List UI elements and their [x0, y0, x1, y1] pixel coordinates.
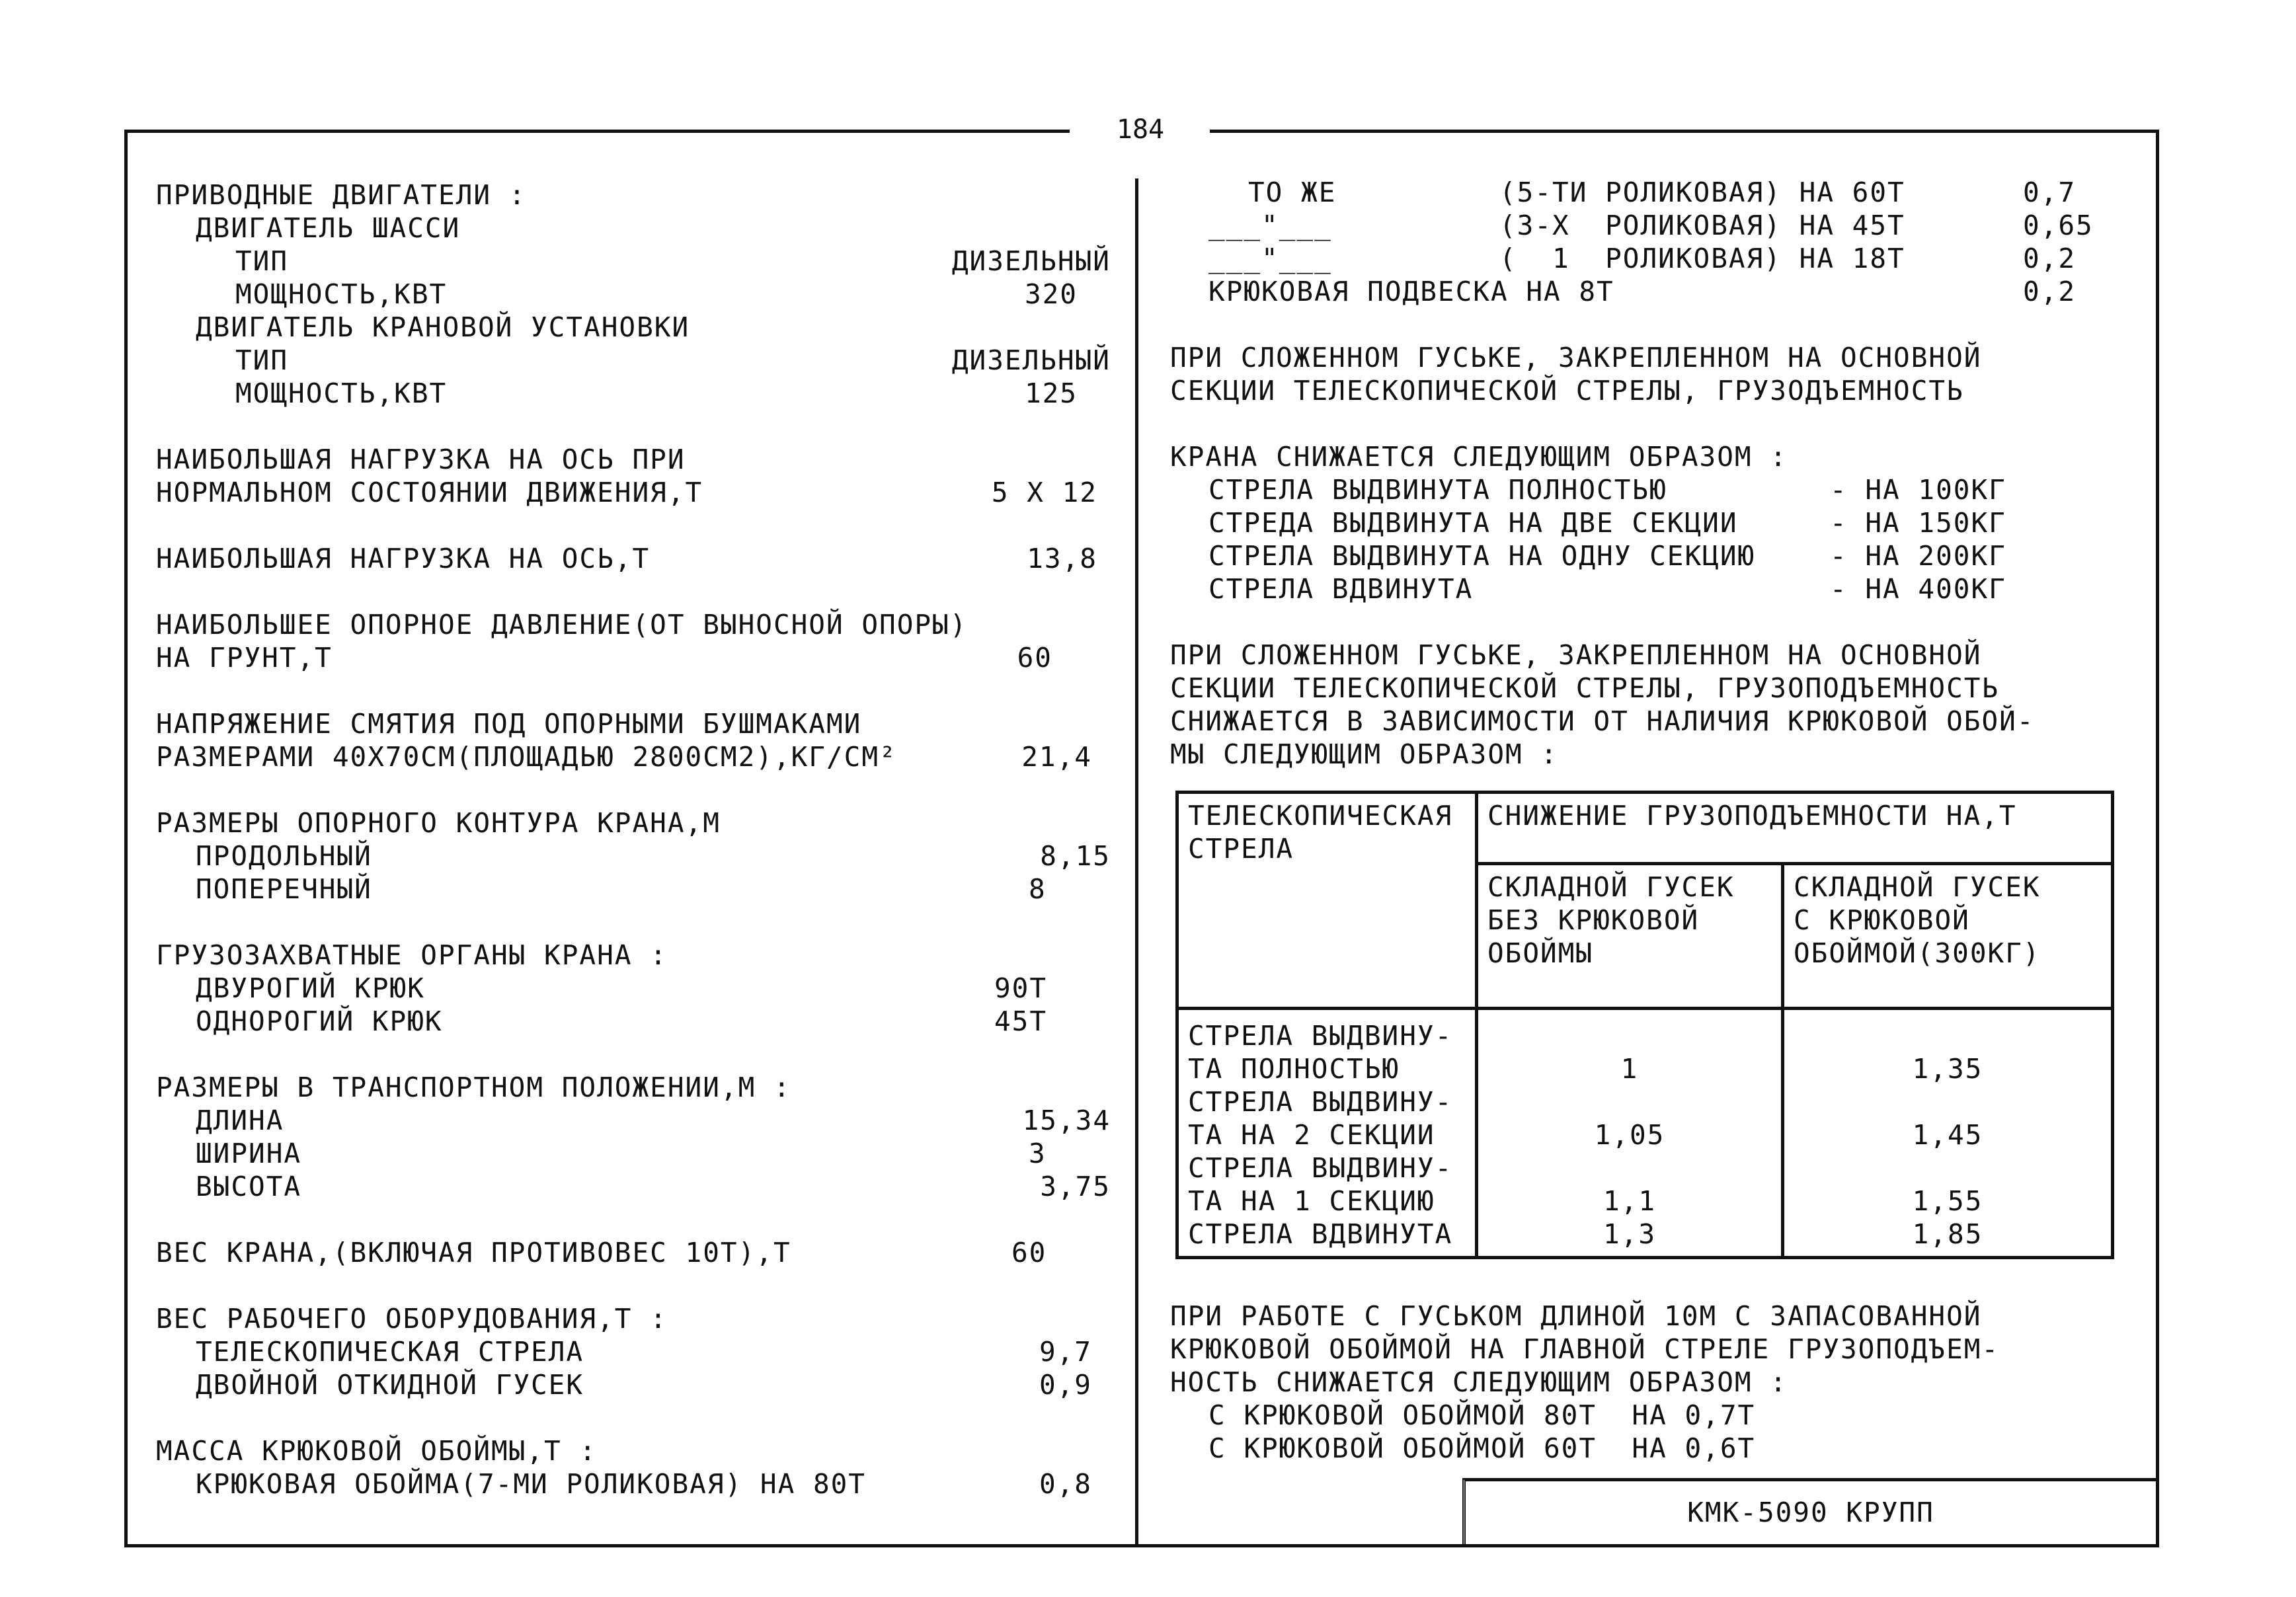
table-cell: 1,05	[1594, 1119, 1665, 1151]
spec-value: - НА 400КГ	[1830, 573, 2006, 605]
spec-label: НОРМАЛЬНОМ СОСТОЯНИИ ДВИЖЕНИЯ,Т	[156, 477, 703, 508]
spec-value: 21,4	[1021, 741, 1092, 773]
spec-value: ДИЗЕЛЬНЫЙ	[951, 245, 1111, 277]
spec-label: ШИРИНА	[196, 1138, 302, 1169]
spec-label: ТО ЖЕ	[1248, 176, 1337, 208]
spec-label: ТИП	[235, 344, 289, 376]
capacity-reduction-table	[1175, 791, 2114, 1259]
spec-value: - НА 150КГ	[1830, 507, 2006, 539]
spec-value: 8,15	[1040, 840, 1111, 872]
table-cell: 1	[1620, 1053, 1639, 1085]
spec-heading: ПРИВОДНЫЕ ДВИГАТЕЛИ :	[156, 179, 527, 211]
spec-value: - НА 200КГ	[1830, 540, 2006, 572]
spec-label: (5-ТИ РОЛИКОВАЯ) НА 60Т	[1499, 176, 1905, 208]
frame-top-left	[124, 130, 1070, 133]
ditto-mark: ___"___	[1208, 210, 1332, 241]
spec-label: НАИБОЛЬШЕЕ ОПОРНОЕ ДАВЛЕНИЕ(ОТ ВЫНОСНОЙ ОПОРЫ)	[156, 609, 968, 641]
spec-label: СТРЕЛА ВДВИНУТА	[1208, 573, 1474, 605]
table-header-text: БЕЗ КРЮКОВОЙ	[1487, 904, 1700, 936]
spec-label: НАИБОЛЬШАЯ НАГРУЗКА НА ОСЬ ПРИ	[156, 444, 686, 475]
spec-value: 320	[1024, 278, 1078, 310]
spec-value: - НА 100КГ	[1830, 474, 2006, 506]
table-header-text: ОБОЙМЫ	[1487, 937, 1594, 969]
spec-value: 45Т	[994, 1005, 1048, 1037]
spec-value: 60	[1017, 642, 1052, 674]
spec-value: 3	[1029, 1138, 1047, 1169]
spec-value: 15,34	[1022, 1105, 1111, 1136]
spec-label: МАССА КРЮКОВОЙ ОБОЙМЫ,Т :	[156, 1435, 598, 1467]
paragraph-line: СНИЖАЕТСЯ В ЗАВИСИМОСТИ ОТ НАЛИЧИЯ КРЮКОВОЙ ОБОЙ-	[1170, 705, 2035, 737]
paragraph-line: НОСТЬ СНИЖАЕТСЯ СЛЕДУЮЩИМ ОБРАЗОМ :	[1170, 1366, 1788, 1398]
spec-label: РАЗМЕРЫ ОПОРНОГО КОНТУРА КРАНА,М	[156, 807, 721, 839]
paragraph-line: КРЮКОВОЙ ОБОЙМОЙ НА ГЛАВНОЙ СТРЕЛЕ ГРУЗОПОДЪЕМ-	[1170, 1333, 2000, 1365]
spec-label: РАЗМЕРЫ В ТРАНСПОРТНОМ ПОЛОЖЕНИИ,М :	[156, 1071, 791, 1103]
spec-value: 0,7	[2023, 176, 2077, 208]
table-cell: 1,85	[1912, 1218, 1983, 1250]
spec-label: СТРЕЛА ВЫДВИНУТА ПОЛНОСТЬЮ	[1208, 474, 1667, 506]
spec-value: 0,2	[2023, 243, 2077, 274]
column-divider	[1135, 178, 1138, 1547]
paragraph-line: С КРЮКОВОЙ ОБОЙМОЙ 80Т НА 0,7Т	[1208, 1399, 1756, 1431]
row-label: СТРЕЛА ВДВИНУТА	[1188, 1218, 1453, 1250]
row-label: СТРЕЛА ВЫДВИНУ-	[1188, 1086, 1453, 1118]
spec-label: РАЗМЕРАМИ 40Х70СМ(ПЛОЩАДЬЮ 2800СМ2),КГ/СМ²	[156, 741, 897, 773]
spec-label: ВЕС КРАНА,(ВКЛЮЧАЯ ПРОТИВОВЕС 10Т),Т	[156, 1237, 791, 1268]
spec-value: 5 X 12	[991, 477, 1097, 508]
table-header-text: С КРЮКОВОЙ	[1794, 904, 1970, 936]
spec-value: 0,65	[2023, 210, 2094, 241]
spec-label: КРЮКОВАЯ ПОДВЕСКА НА 8Т	[1208, 276, 1614, 307]
paragraph-line: МЫ СЛЕДУЮЩИМ ОБРАЗОМ :	[1170, 738, 1559, 770]
table-cell: 1,55	[1912, 1185, 1983, 1217]
table-cell: 1,45	[1912, 1119, 1983, 1151]
table-header-text: СТРЕЛА	[1188, 833, 1294, 865]
spec-label: ( 1 РОЛИКОВАЯ) НА 18Т	[1499, 243, 1905, 274]
row-label: ТА ПОЛНОСТЬЮ	[1188, 1053, 1400, 1085]
spec-label: ТЕЛЕСКОПИЧЕСКАЯ СТРЕЛА	[196, 1336, 584, 1368]
table-row-labels	[1177, 1009, 1477, 1258]
spec-label: ПОПЕРЕЧНЫЙ	[196, 873, 372, 905]
spec-value: 0,2	[2023, 276, 2077, 307]
spec-value: ДИЗЕЛЬНЫЙ	[951, 344, 1111, 376]
table-header-text: СНИЖЕНИЕ ГРУЗОПОДЪЕМНОСТИ НА,Т	[1487, 800, 2017, 832]
frame-top-right	[1210, 130, 2156, 133]
table-cell: 1,3	[1603, 1218, 1657, 1250]
table-header-cell	[1477, 863, 1783, 1008]
table-header-text: СКЛАДНОЙ ГУСЕК	[1487, 871, 1735, 903]
spec-label: ВЫСОТА	[196, 1171, 302, 1202]
row-label: СТРЕЛА ВЫДВИНУ-	[1188, 1152, 1453, 1184]
table-cell: 1,35	[1912, 1053, 1983, 1085]
spec-value: 3,75	[1040, 1171, 1111, 1202]
spec-value: 125	[1024, 377, 1078, 409]
paragraph-line: КРАНА СНИЖАЕТСЯ СЛЕДУЮЩИМ ОБРАЗОМ :	[1170, 441, 1788, 473]
row-label: ТА НА 2 СЕКЦИИ	[1188, 1119, 1435, 1151]
table-header-cell	[1783, 863, 2113, 1008]
spec-label: СТРЕДА ВЫДВИНУТА НА ДВЕ СЕКЦИИ	[1208, 507, 1738, 539]
paragraph-line: ПРИ СЛОЖЕННОМ ГУСЬКЕ, ЗАКРЕПЛЕННОМ НА ОСНОВНОЙ	[1170, 639, 1982, 671]
spec-label: ПРОДОЛЬНЫЙ	[196, 840, 372, 872]
row-label: СТРЕЛА ВЫДВИНУ-	[1188, 1020, 1453, 1052]
row-label: ТА НА 1 СЕКЦИЮ	[1188, 1185, 1435, 1217]
table-values-with-hook	[1783, 1009, 2113, 1258]
paragraph-line: ПРИ РАБОТЕ С ГУСЬКОМ ДЛИНОЙ 10М С ЗАПАСОВАННОЙ	[1170, 1300, 1982, 1332]
spec-label: ДВИГАТЕЛЬ КРАНОВОЙ УСТАНОВКИ	[196, 311, 690, 343]
table-values-no-hook	[1477, 1009, 1783, 1258]
spec-label: НА ГРУНТ,Т	[156, 642, 333, 674]
spec-label: НАПРЯЖЕНИЕ СМЯТИЯ ПОД ОПОРНЫМИ БУШМАКАМИ	[156, 708, 862, 740]
title-block-text: КМК-5090 КРУПП	[1687, 1497, 1934, 1528]
spec-label: ВЕС РАБОЧЕГО ОБОРУДОВАНИЯ,Т :	[156, 1303, 668, 1335]
title-block	[1462, 1478, 2156, 1546]
spec-label: КРЮКОВАЯ ОБОЙМА(7-МИ РОЛИКОВАЯ) НА 80Т	[196, 1468, 866, 1500]
spec-label: ГРУЗОЗАХВАТНЫЕ ОРГАНЫ КРАНА :	[156, 939, 668, 971]
table-header-text: ОБОЙМОЙ(300КГ)	[1794, 937, 2041, 969]
table-cell: 1,1	[1603, 1185, 1657, 1217]
spec-label: ДВИГАТЕЛЬ ШАССИ	[196, 212, 461, 244]
spec-label: ТИП	[235, 245, 289, 277]
spec-label: ДВОЙНОЙ ОТКИДНОЙ ГУСЕК	[196, 1369, 584, 1401]
page-number: 184	[1116, 114, 1165, 145]
spec-value: 8	[1029, 873, 1047, 905]
spec-value: 0,8	[1039, 1468, 1092, 1500]
paragraph-line: С КРЮКОВОЙ ОБОЙМОЙ 60Т НА 0,6Т	[1208, 1432, 1756, 1464]
table-header-text: СКЛАДНОЙ ГУСЕК	[1794, 871, 2041, 903]
spec-label: МОЩНОСТЬ,КВТ	[235, 278, 448, 310]
ditto-mark: ___"___	[1208, 243, 1332, 274]
spec-value: 90Т	[994, 972, 1048, 1004]
spec-label: ДЛИНА	[196, 1105, 284, 1136]
paragraph-line: СЕКЦИИ ТЕЛЕСКОПИЧЕСКОЙ СТРЕЛЫ, ГРУЗОДЪЕМНОСТЬ	[1170, 375, 1964, 407]
spec-value: 9,7	[1039, 1336, 1092, 1368]
paragraph-line: ПРИ СЛОЖЕННОМ ГУСЬКЕ, ЗАКРЕПЛЕННОМ НА ОСНОВНОЙ	[1170, 342, 1982, 373]
paragraph-line: СЕКЦИИ ТЕЛЕСКОПИЧЕСКОЙ СТРЕЛЫ, ГРУЗОПОДЪЕМНОСТЬ	[1170, 672, 2000, 704]
spec-label: СТРЕЛА ВЫДВИНУТА НА ОДНУ СЕКЦИЮ	[1208, 540, 1756, 572]
spec-value: 0,9	[1039, 1369, 1092, 1401]
spec-label: МОЩНОСТЬ,КВТ	[235, 377, 448, 409]
spec-label: (3-Х РОЛИКОВАЯ) НА 45Т	[1499, 210, 1905, 241]
spec-label: ДВУРОГИЙ КРЮК	[196, 972, 425, 1004]
spec-label: ОДНОРОГИЙ КРЮК	[196, 1005, 443, 1037]
spec-label: НАИБОЛЬШАЯ НАГРУЗКА НА ОСЬ,Т	[156, 543, 651, 574]
spec-value: 13,8	[1027, 543, 1097, 574]
table-header-text: ТЕЛЕСКОПИЧЕСКАЯ	[1188, 800, 1453, 832]
table-header-cell	[1477, 793, 2113, 864]
table-header-cell	[1177, 793, 1477, 1009]
spec-value: 60	[1011, 1237, 1047, 1268]
